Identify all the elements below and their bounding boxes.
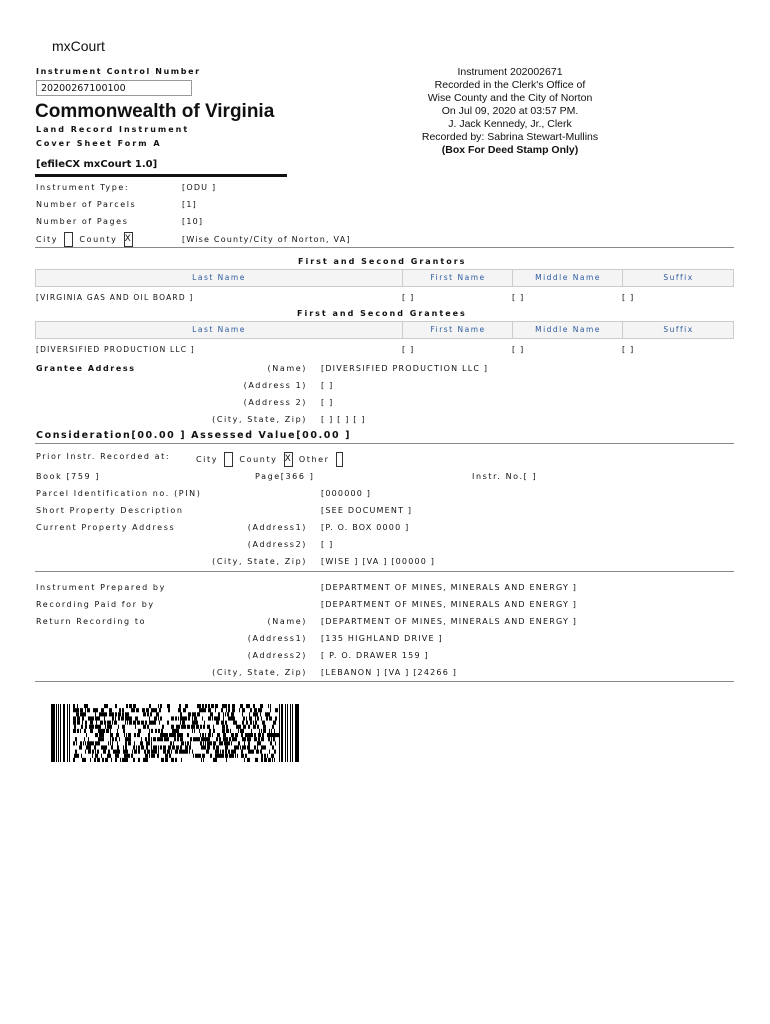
header-divider [35,174,287,177]
return-name-label: (Name) [267,617,307,626]
grantee-addr1-label: (Address 1) [243,381,307,390]
stamp-line2: Recorded in the Clerk's Office of [434,79,586,91]
page-value: Page[366 ] [255,472,315,481]
grantor-middle-name: [ ] [512,293,525,302]
instrument-type-value: [ODU ] [182,183,217,192]
divider [35,443,734,444]
paid-by-value: [DEPARTMENT OF MINES, MINERALS AND ENERGY ] [321,600,578,609]
subtitle-line1: Land Record Instrument [36,125,190,134]
prior-other-checkbox[interactable] [336,452,343,467]
current-addr2-label: (Address2) [247,540,307,549]
locality-value: [Wise County/City of Norton, VA] [182,235,351,244]
divider [35,247,734,248]
col-middle-name: Middle Name [512,322,623,338]
instr-no-value: Instr. No.[ ] [472,472,538,481]
return-addr1-value: [135 HIGHLAND DRIVE ] [321,634,443,643]
prior-county-checkbox[interactable]: X [284,452,293,467]
return-csz-label: (City, State, Zip) [212,668,307,677]
subtitle-line2: Cover Sheet Form A [36,139,162,148]
grantee-csz-value: [ ] [ ] [ ] [321,415,366,424]
control-number-label: Instrument Control Number [36,67,201,76]
divider [35,681,734,682]
pages-label: Number of Pages [36,217,129,226]
grantee-suffix: [ ] [622,345,635,354]
col-suffix: Suffix [622,270,734,286]
pin-label: Parcel Identification no. (PIN) [36,489,202,498]
return-csz-value: [LEBANON ] [VA ] [24266 ] [321,668,458,677]
consideration-line: Consideration[00.00 ] Assessed Value[00.00 ] [36,430,352,441]
grantee-addr1-value: [ ] [321,381,334,390]
current-addr1-value: [P. O. BOX 0000 ] [321,523,410,532]
col-last-name: Last Name [192,273,246,282]
city-label: City [36,235,59,244]
county-checkbox[interactable]: X [124,232,133,247]
current-addr2-value: [ ] [321,540,334,549]
current-addr1-label: (Address1) [247,523,307,532]
col-last-name: Last Name [192,325,246,334]
col-middle-name: Middle Name [512,270,623,286]
return-to-label: Return Recording to [36,617,147,626]
stamp-line5: J. Jack Kennedy, Jr., Clerk [448,118,572,130]
grantor-first-name: [ ] [402,293,415,302]
grantee-first-name: [ ] [402,345,415,354]
grantee-addr2-label: (Address 2) [243,398,307,407]
return-addr2-label: (Address2) [247,651,307,660]
prior-other-label: Other [298,455,330,464]
grantee-name-value: [DIVERSIFIED PRODUCTION LLC ] [321,364,489,373]
barcode-image [51,704,299,762]
grantees-header-row [35,321,734,339]
short-desc-label: Short Property Description [36,506,184,515]
short-desc-value: [SEE DOCUMENT ] [321,506,413,515]
prepared-by-label: Instrument Prepared by [36,583,166,592]
prior-locality-row [196,452,345,467]
paid-by-label: Recording Paid for by [36,600,155,609]
grantee-address-label: Grantee Address [36,364,136,373]
prior-city-checkbox[interactable] [224,452,233,467]
stamp-line1: Instrument 202002671 [457,66,563,78]
grantee-last-name: [DIVERSIFIED PRODUCTION LLC ] [36,345,195,354]
prepared-by-value: [DEPARTMENT OF MINES, MINERALS AND ENERGY ] [321,583,578,592]
col-first-name: First Name [402,322,513,338]
instrument-type-label: Instrument Type: [36,183,130,192]
page-title: Commonwealth of Virginia [35,101,275,122]
county-label: County [79,235,118,244]
control-number-box: 20200267100100 [36,80,192,96]
stamp-line7: (Box For Deed Stamp Only) [441,144,579,156]
prior-instr-row [36,452,170,461]
recording-stamp [405,66,615,157]
return-name-value: [DEPARTMENT OF MINES, MINERALS AND ENERGY ] [321,617,578,626]
col-first-name: First Name [402,270,513,286]
parcels-value: [1] [182,200,197,209]
grantor-last-name: [VIRGINIA GAS AND OIL BOARD ] [36,293,194,302]
grantee-addr2-value: [ ] [321,398,334,407]
grantee-middle-name: [ ] [512,345,525,354]
current-address-label: Current Property Address [36,523,176,532]
prior-instr-label: Prior Instr. Recorded at: [36,452,171,461]
city-county-row [36,232,135,247]
prior-county-label: County [239,455,278,464]
current-csz-label: (City, State, Zip) [212,557,307,566]
col-suffix: Suffix [622,322,734,338]
stamp-line3: Wise County and the City of Norton [427,92,593,104]
current-csz-value: [WISE ] [VA ] [00000 ] [321,557,436,566]
return-addr2-value: [ P. O. DRAWER 159 ] [321,651,429,660]
grantees-title: First and Second Grantees [297,309,467,318]
pages-value: [10] [182,217,204,226]
divider [35,571,734,572]
return-addr1-label: (Address1) [247,634,307,643]
city-checkbox[interactable] [64,232,73,247]
prior-city-label: City [196,455,219,464]
grantee-csz-label: (City, State, Zip) [212,415,307,424]
grantor-suffix: [ ] [622,293,635,302]
grantors-title: First and Second Grantors [298,257,467,266]
book-value: Book [759 ] [36,472,101,481]
stamp-line6: Recorded by: Sabrina Stewart-Mullins [421,131,599,143]
mxcourt-logo: mxCourt [52,38,105,54]
efile-tag: [efileCX mxCourt 1.0] [36,159,158,170]
grantee-name-label: (Name) [267,364,307,373]
stamp-line4: On Jul 09, 2020 at 03:57 PM. [441,105,579,117]
grantors-header-row [35,269,734,287]
parcels-label: Number of Parcels [36,200,137,209]
pin-value: [000000 ] [321,489,372,498]
